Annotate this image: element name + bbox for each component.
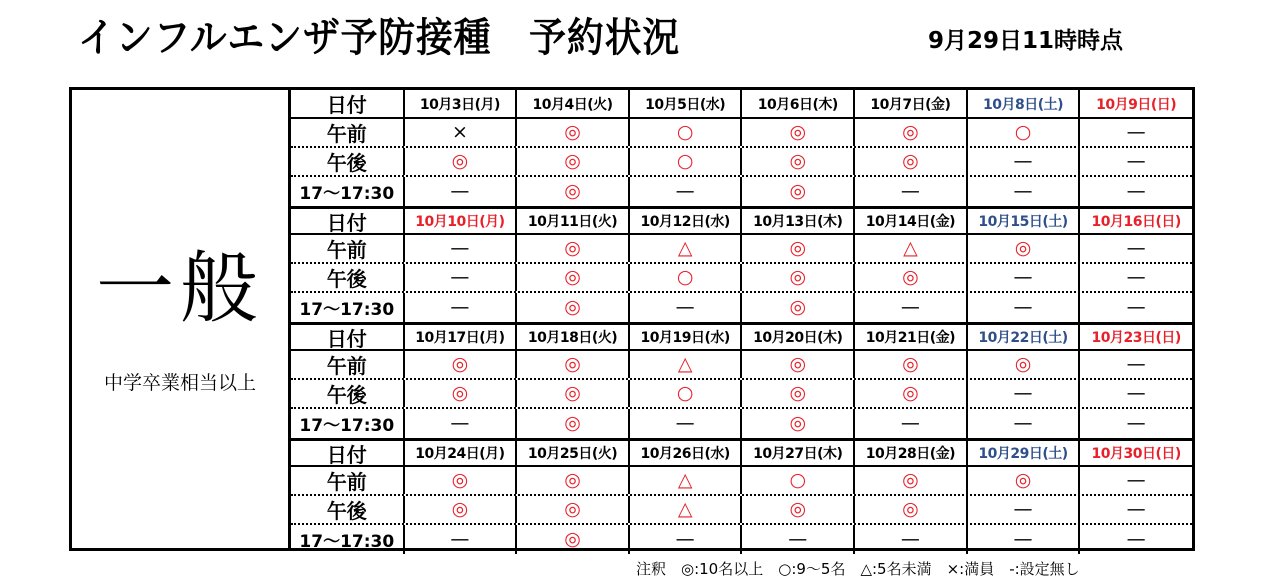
availability-mark: ◎: [902, 498, 919, 520]
pm-row: [291, 264, 1192, 293]
availability-mark: —: [450, 296, 470, 318]
availability-mark: —: [788, 528, 808, 550]
availability-mark: —: [900, 296, 920, 318]
slot-cell: [630, 380, 743, 407]
date-label: 10月15日(土): [978, 214, 1068, 230]
date-label: 10月17日(月): [415, 330, 505, 346]
date-label: 10月27日(木): [753, 446, 843, 462]
row-label-date: 日付: [291, 325, 405, 349]
date-cell: [1080, 441, 1192, 465]
slot-cell: [968, 380, 1081, 407]
am-row: [291, 351, 1192, 380]
slot-cell: [855, 264, 968, 291]
legend-note: 注釈 ◎:10名以上 ○:9～5名 △:5名未満 ×:満員 -:設定無し: [636, 560, 1080, 578]
availability-mark: ◎: [564, 121, 581, 143]
availability-mark: ◎: [564, 528, 581, 550]
pm-row: [291, 380, 1192, 409]
date-cell: [742, 90, 855, 117]
slot-cell: [517, 119, 630, 146]
slot-cell: [855, 235, 968, 262]
availability-mark: —: [1126, 353, 1146, 375]
availability-mark: —: [900, 528, 920, 550]
availability-mark: ◎: [902, 121, 919, 143]
availability-mark: —: [1013, 528, 1033, 550]
availability-mark: ◎: [902, 469, 919, 491]
slot-cell: [1080, 380, 1192, 407]
availability-mark: ◎: [789, 266, 807, 288]
date-cell: [517, 209, 630, 233]
slot-cell: [517, 380, 630, 407]
row-label-evening: 17～17:30: [291, 177, 405, 206]
availability-mark: —: [675, 412, 695, 434]
availability-mark: —: [450, 237, 470, 259]
date-label: 10月10日(月): [415, 214, 505, 230]
date-label: 10月18日(火): [527, 330, 618, 346]
slot-cell: [855, 496, 968, 523]
evening-row: [291, 525, 1192, 554]
row-label-date: 日付: [291, 90, 405, 117]
row-label-date: 日付: [291, 441, 405, 465]
availability-mark: ◎: [789, 382, 807, 404]
availability-mark: ◎: [902, 382, 919, 404]
slot-cell: [405, 119, 518, 146]
availability-mark: —: [1126, 296, 1146, 318]
availability-mark: —: [1126, 237, 1146, 259]
date-row: [291, 438, 1192, 467]
slot-cell: [517, 293, 630, 322]
availability-mark: —: [450, 528, 470, 550]
slot-cell: [968, 119, 1081, 146]
date-cell: [630, 209, 743, 233]
slot-cell: [630, 351, 743, 378]
availability-mark: ○: [676, 121, 694, 143]
slot-cell: [517, 496, 630, 523]
date-cell: [855, 441, 968, 465]
availability-mark: —: [900, 412, 920, 434]
availability-mark: —: [1013, 266, 1033, 288]
row-label-am: 午前: [291, 351, 405, 378]
date-cell: [742, 441, 855, 465]
row-label-am: 午前: [291, 235, 405, 262]
availability-mark: ◎: [564, 353, 581, 375]
date-label: 10月12日(水): [640, 214, 730, 230]
slot-cell: [968, 235, 1081, 262]
date-row: [291, 90, 1192, 119]
availability-mark: ◎: [451, 382, 469, 404]
slot-cell: [968, 177, 1081, 206]
slot-cell: [517, 177, 630, 206]
availability-mark: ◎: [564, 150, 581, 172]
availability-mark: ◎: [564, 180, 581, 202]
slot-cell: [1080, 235, 1192, 262]
slot-cell: [405, 409, 518, 438]
date-label: 10月23日(日): [1091, 330, 1181, 346]
slot-cell: [742, 409, 855, 438]
availability-mark: ◎: [564, 237, 581, 259]
slot-cell: [1080, 177, 1192, 206]
availability-mark: —: [675, 296, 695, 318]
availability-mark: ◎: [564, 469, 581, 491]
availability-mark: ◎: [564, 296, 581, 318]
availability-mark: —: [900, 180, 920, 202]
slot-cell: [968, 467, 1081, 494]
availability-mark: ◎: [789, 412, 807, 434]
slot-cell: [742, 264, 855, 291]
slot-cell: [742, 525, 855, 554]
slot-cell: [517, 409, 630, 438]
week-block: [291, 90, 1192, 206]
row-label-evening: 17～17:30: [291, 525, 405, 554]
availability-mark: △: [903, 237, 918, 259]
slot-cell: [630, 496, 743, 523]
date-label: 10月28日(金): [865, 446, 956, 462]
slot-cell: [968, 293, 1081, 322]
slot-cell: [630, 293, 743, 322]
slot-cell: [517, 351, 630, 378]
availability-mark: —: [1126, 121, 1146, 143]
slot-cell: [630, 235, 743, 262]
slot-cell: [855, 380, 968, 407]
availability-mark: △: [677, 237, 693, 259]
slot-cell: [405, 148, 518, 175]
availability-mark: ◎: [789, 498, 807, 520]
category-subtitle: 中学卒業相当以上: [103, 372, 256, 394]
date-cell: [630, 90, 743, 117]
availability-mark: —: [1013, 296, 1033, 318]
slot-cell: [855, 293, 968, 322]
slot-cell: [855, 525, 968, 554]
availability-mark: —: [1013, 412, 1033, 434]
availability-mark: ◎: [902, 150, 919, 172]
slot-cell: [405, 293, 518, 322]
availability-mark: —: [1013, 180, 1033, 202]
date-cell: [630, 441, 743, 465]
date-cell: [517, 325, 630, 349]
row-label-pm: 午後: [291, 148, 405, 175]
pm-row: [291, 148, 1192, 177]
availability-mark: —: [1126, 412, 1146, 434]
date-label: 10月19日(水): [640, 330, 730, 346]
as-of-timestamp: 9月29日11時時点: [928, 28, 1124, 54]
date-cell: [630, 325, 743, 349]
availability-mark: ◎: [902, 266, 919, 288]
slot-cell: [855, 351, 968, 378]
availability-mark: ○: [676, 266, 694, 288]
date-label: 10月13日(木): [753, 214, 843, 230]
slot-cell: [1080, 148, 1192, 175]
slot-cell: [630, 177, 743, 206]
row-label-evening: 17～17:30: [291, 293, 405, 322]
slot-cell: [968, 264, 1081, 291]
date-label: 10月9日(日): [1096, 96, 1177, 113]
date-label: 10月29日(土): [978, 446, 1068, 462]
slot-cell: [742, 496, 855, 523]
slot-cell: [517, 148, 630, 175]
availability-mark: —: [1126, 266, 1146, 288]
availability-mark: ◎: [1014, 237, 1032, 259]
availability-mark: —: [675, 528, 695, 550]
slot-cell: [630, 264, 743, 291]
availability-mark: ◎: [564, 498, 581, 520]
slot-cell: [517, 264, 630, 291]
slot-cell: [1080, 119, 1192, 146]
availability-mark: ◎: [902, 353, 919, 375]
date-cell: [968, 441, 1081, 465]
date-label: 10月11日(火): [527, 214, 618, 230]
availability-mark: ◎: [564, 266, 581, 288]
date-cell: [1080, 325, 1192, 349]
row-label-am: 午前: [291, 119, 405, 146]
slot-cell: [630, 525, 743, 554]
availability-mark: ◎: [789, 237, 807, 259]
availability-mark: ○: [789, 469, 807, 491]
availability-mark: ◎: [1014, 353, 1032, 375]
availability-mark: —: [1126, 528, 1146, 550]
availability-mark: ◎: [451, 469, 469, 491]
availability-mark: ◎: [1014, 469, 1032, 491]
availability-mark: ◎: [564, 412, 581, 434]
availability-mark: ×: [451, 121, 468, 143]
slot-cell: [968, 496, 1081, 523]
date-cell: [1080, 90, 1192, 117]
date-label: 10月5日(水): [645, 96, 726, 113]
slot-cell: [742, 119, 855, 146]
availability-mark: ○: [1014, 121, 1032, 143]
slot-cell: [405, 467, 518, 494]
category-panel: [72, 90, 291, 548]
slot-cell: [630, 409, 743, 438]
evening-row: [291, 409, 1192, 438]
date-cell: [742, 209, 855, 233]
availability-mark: △: [677, 353, 693, 375]
slot-cell: [855, 177, 968, 206]
row-label-am: 午前: [291, 467, 405, 494]
row-label-pm: 午後: [291, 380, 405, 407]
slot-cell: [742, 351, 855, 378]
slot-cell: [968, 525, 1081, 554]
week-block: [291, 322, 1192, 438]
availability-mark: ◎: [451, 150, 469, 172]
availability-mark: ◎: [789, 353, 807, 375]
evening-row: [291, 293, 1192, 322]
slot-cell: [405, 177, 518, 206]
slot-cell: [405, 496, 518, 523]
slot-cell: [517, 467, 630, 494]
row-label-pm: 午後: [291, 264, 405, 291]
slot-cell: [517, 525, 630, 554]
date-label: 10月26日(水): [640, 446, 730, 462]
date-label: 10月6日(木): [757, 96, 838, 113]
slot-cell: [968, 148, 1081, 175]
date-cell: [1080, 209, 1192, 233]
date-label: 10月24日(月): [415, 446, 505, 462]
availability-mark: —: [1013, 498, 1033, 520]
availability-mark: —: [675, 180, 695, 202]
date-row: [291, 206, 1192, 235]
availability-mark: △: [677, 498, 693, 520]
slot-cell: [630, 119, 743, 146]
availability-mark: —: [1013, 150, 1033, 172]
slot-cell: [405, 235, 518, 262]
slot-cell: [630, 467, 743, 494]
availability-mark: ◎: [789, 180, 807, 202]
date-label: 10月22日(土): [978, 330, 1068, 346]
date-label: 10月21日(金): [865, 330, 956, 346]
page-title: インフルエンザ予防接種 予約状況: [78, 15, 681, 61]
availability-mark: ◎: [451, 498, 469, 520]
availability-mark: —: [450, 412, 470, 434]
slot-cell: [855, 119, 968, 146]
availability-mark: —: [1126, 469, 1146, 491]
date-cell: [517, 441, 630, 465]
row-label-evening: 17～17:30: [291, 409, 405, 438]
slot-cell: [855, 409, 968, 438]
am-row: [291, 467, 1192, 496]
availability-mark: ◎: [451, 353, 469, 375]
evening-row: [291, 177, 1192, 206]
availability-mark: ◎: [564, 382, 581, 404]
schedule-table: [69, 87, 1195, 551]
row-label-date: 日付: [291, 209, 405, 233]
availability-mark: △: [677, 469, 693, 491]
schedule-grid: [291, 90, 1192, 554]
date-label: 10月14日(金): [865, 214, 956, 230]
date-label: 10月4日(火): [532, 96, 613, 113]
slot-cell: [405, 525, 518, 554]
date-label: 10月25日(火): [527, 446, 618, 462]
date-cell: [968, 90, 1081, 117]
slot-cell: [742, 235, 855, 262]
date-cell: [968, 209, 1081, 233]
date-cell: [855, 90, 968, 117]
slot-cell: [1080, 264, 1192, 291]
date-cell: [517, 90, 630, 117]
date-label: 10月3日(月): [419, 96, 500, 113]
am-row: [291, 235, 1192, 264]
slot-cell: [968, 409, 1081, 438]
slot-cell: [517, 235, 630, 262]
slot-cell: [1080, 409, 1192, 438]
pm-row: [291, 496, 1192, 525]
date-cell: [405, 441, 518, 465]
slot-cell: [968, 351, 1081, 378]
availability-mark: ◎: [789, 150, 807, 172]
slot-cell: [855, 467, 968, 494]
availability-mark: —: [1126, 150, 1146, 172]
slot-cell: [742, 380, 855, 407]
date-cell: [968, 325, 1081, 349]
date-cell: [855, 325, 968, 349]
slot-cell: [1080, 293, 1192, 322]
date-row: [291, 322, 1192, 351]
availability-mark: ◎: [789, 121, 807, 143]
row-label-pm: 午後: [291, 496, 405, 523]
availability-mark: —: [1013, 382, 1033, 404]
date-cell: [742, 325, 855, 349]
slot-cell: [742, 148, 855, 175]
availability-mark: ◎: [789, 296, 807, 318]
date-label: 10月7日(金): [870, 96, 951, 113]
availability-mark: —: [1126, 382, 1146, 404]
slot-cell: [855, 148, 968, 175]
slot-cell: [1080, 351, 1192, 378]
week-block: [291, 206, 1192, 322]
slot-cell: [405, 264, 518, 291]
date-cell: [405, 209, 518, 233]
availability-mark: —: [1126, 180, 1146, 202]
slot-cell: [1080, 496, 1192, 523]
date-label: 10月30日(日): [1091, 446, 1181, 462]
date-cell: [405, 90, 518, 117]
availability-mark: —: [1126, 498, 1146, 520]
slot-cell: [630, 148, 743, 175]
slot-cell: [742, 467, 855, 494]
slot-cell: [1080, 467, 1192, 494]
week-block: [291, 438, 1192, 554]
slot-cell: [742, 293, 855, 322]
date-label: 10月16日(日): [1091, 214, 1181, 230]
am-row: [291, 119, 1192, 148]
date-cell: [405, 325, 518, 349]
date-label: 10月20日(木): [753, 330, 843, 346]
slot-cell: [1080, 525, 1192, 554]
availability-mark: —: [450, 266, 470, 288]
slot-cell: [405, 351, 518, 378]
availability-mark: —: [450, 180, 470, 202]
date-cell: [855, 209, 968, 233]
slot-cell: [405, 380, 518, 407]
availability-mark: ○: [676, 382, 694, 404]
slot-cell: [742, 177, 855, 206]
category-name: 一般: [95, 244, 264, 334]
availability-mark: ○: [676, 150, 694, 172]
date-label: 10月8日(土): [983, 96, 1064, 113]
